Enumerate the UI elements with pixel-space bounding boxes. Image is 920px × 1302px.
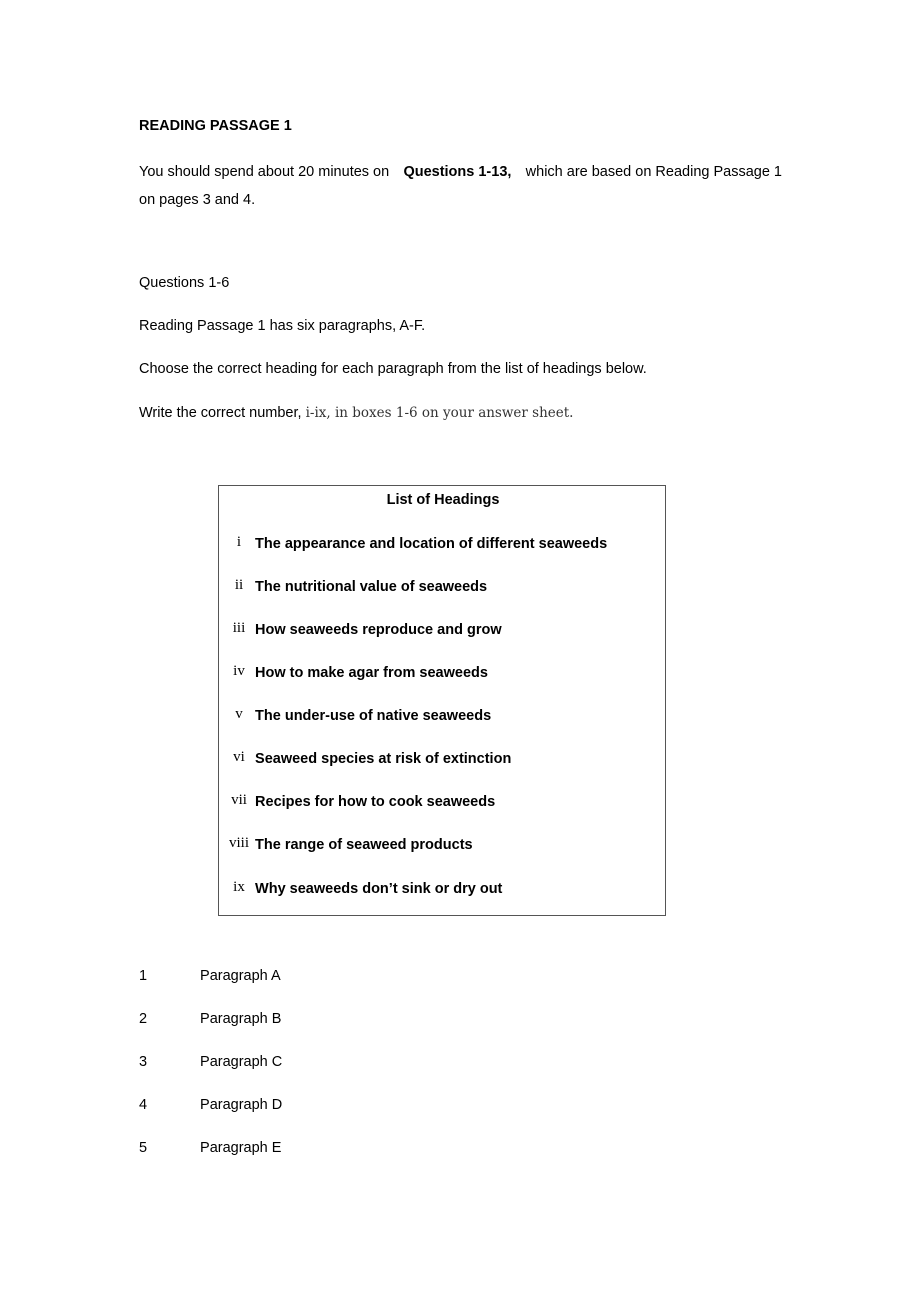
question-row [139,1053,282,1071]
heading-text: Recipes for how to cook seaweeds [255,794,496,810]
question-number: 4 [139,1097,148,1113]
heading-item [227,707,491,725]
heading-numeral: viii [228,835,249,851]
intro-text-2: which are based on Reading Passage 1 [525,164,782,180]
intro-line-1 [139,158,782,186]
heading-item [227,664,488,682]
question-row [139,967,281,985]
heading-numeral: vii [231,792,247,808]
question-row [139,1096,282,1114]
heading-item [227,836,473,854]
instruction-choose-heading: Choose the correct heading for each paragraph from the list of headings below. [139,361,647,377]
heading-numeral: vi [233,749,245,765]
question-number: 3 [139,1054,148,1070]
instruction-paragraph-count: Reading Passage 1 has six paragraphs, A-F. [139,318,426,334]
question-number: 2 [139,1011,148,1027]
intro-paragraph [139,158,782,214]
heading-item [227,750,511,768]
heading-numeral: iii [232,620,246,636]
intro-text-1: You should spend about 20 minutes on [139,164,390,180]
heading-text: The under-use of native seaweeds [255,708,492,724]
question-label: Paragraph E [200,1140,282,1156]
question-label: Paragraph B [200,1011,282,1027]
heading-text: Seaweed species at risk of extinction [255,751,512,767]
instruction-write-mono: i-ix, in boxes 1-6 on your answer sheet. [305,405,574,421]
heading-item [227,880,502,898]
passage-title: READING PASSAGE 1 [139,118,292,134]
question-label: Paragraph D [200,1097,283,1113]
question-number: 5 [139,1140,148,1156]
heading-text: How seaweeds reproduce and grow [255,622,502,638]
heading-item [227,793,495,811]
heading-item [227,621,502,639]
heading-numeral: ix [233,879,245,895]
heading-text: Why seaweeds don’t sink or dry out [255,881,503,897]
question-row [139,1010,281,1028]
heading-text: How to make agar from seaweeds [255,665,488,681]
headings-box [218,485,666,916]
question-label: Paragraph C [200,1054,283,1070]
question-number: 1 [139,968,148,984]
heading-numeral: iv [233,663,245,679]
intro-line-2: on pages 3 and 4. [139,192,256,208]
instruction-write-prefix: Write the correct number, [139,405,302,421]
heading-text: The nutritional value of seaweeds [255,579,488,595]
heading-item [227,535,607,553]
heading-text: The range of seaweed products [255,837,473,853]
heading-item [227,578,487,596]
heading-numeral: i [236,534,242,550]
questions-range-label: Questions 1-6 [139,275,230,291]
intro-questions-range: Questions 1-13, [403,164,512,180]
heading-text: The appearance and location of different seaweeds [255,536,608,552]
question-row [139,1139,281,1157]
question-label: Paragraph A [200,968,281,984]
headings-box-title: List of Headings [386,492,500,508]
heading-numeral: ii [234,577,244,593]
heading-numeral: v [235,706,243,722]
instruction-write-number [139,404,573,422]
